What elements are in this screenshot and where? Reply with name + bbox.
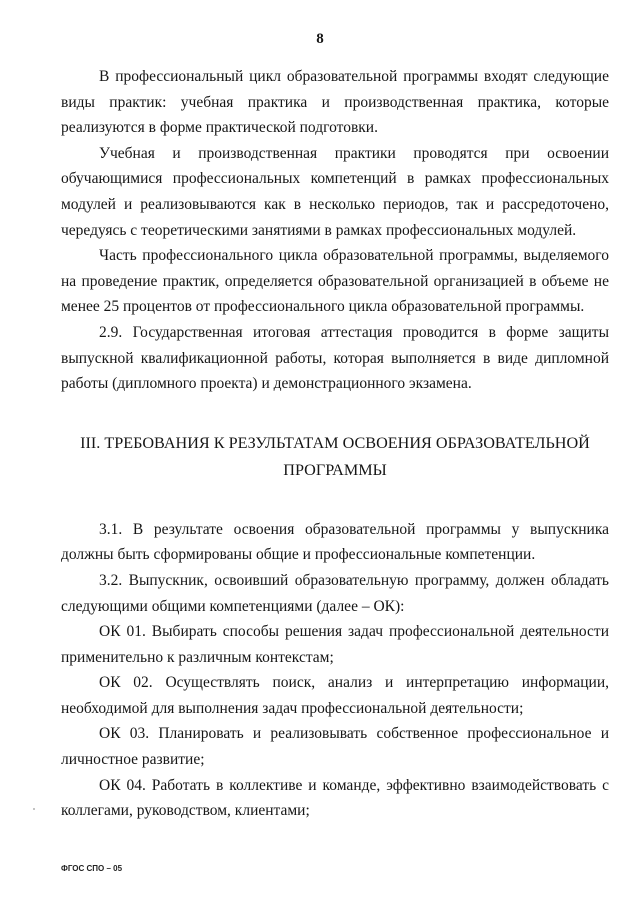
section-heading xyxy=(61,430,609,484)
paragraph-practice-share: Часть профессионального цикла образовательной программы, выделяемого на проведение практик, определяется образовательной организацией в объеме не менее 25 процентов от профессионального цикла образовательной программы. xyxy=(61,247,609,316)
page-footer: ФГОС СПО – 05 xyxy=(61,864,123,873)
paragraph-3-2: 3.2. Выпускник, освоивший образовательную программу, должен обладать следующими общими компетенциями (далее – ОК): xyxy=(61,571,609,615)
scan-speck xyxy=(33,808,35,810)
competence-ok-03: ОК 03. Планировать и реализовывать собственное профессиональное и личностное развитие; xyxy=(61,725,609,769)
document-body xyxy=(61,64,609,824)
section-heading-line-2: ПРОГРАММЫ xyxy=(283,460,387,479)
competence-ok-01: ОК 01. Выбирать способы решения задач профессиональной деятельности применительно к различным контекстам; xyxy=(61,623,609,666)
paragraph-practice-types: В профессиональный цикл образовательной программы входят следующие виды практик: учебная практика и производственная практика, которые реализуются в форме практической подготовки. xyxy=(61,68,609,137)
paragraph-final-attestation: 2.9. Государственная итоговая аттестация проводится в форме защиты выпускной квалификационной работы, которая выполняется в виде дипломной работы (дипломного проекта) и демонстрационного экзамена. xyxy=(61,323,609,393)
competence-ok-02: ОК 02. Осуществлять поиск, анализ и интерпретацию информации, необходимой для выполнения задач профессиональной деятельности; xyxy=(61,674,609,717)
paragraph-3-1: 3.1. В результате освоения образовательной программы у выпускника должны быть сформированы общие и профессиональные компетенции. xyxy=(61,520,609,564)
section-heading-line-1: III. ТРЕБОВАНИЯ К РЕЗУЛЬТАТАМ ОСВОЕНИЯ ОБРАЗОВАТЕЛЬНОЙ xyxy=(80,433,590,452)
page-number: 8 xyxy=(316,31,324,47)
section-body xyxy=(61,517,609,824)
competence-ok-04: ОК 04. Работать в коллективе и команде, эффективно взаимодействовать с коллегами, руководством, клиентами; xyxy=(61,776,609,820)
paragraph-practice-conduct: Учебная и производственная практики проводятся при освоении обучающимися профессиональных компетенций в рамках профессиональных модулей и реализовываются как в несколько периодов, так и рассредоточено, чередуясь с теоретическими занятиями в рамках профессиональных модулей. xyxy=(61,144,609,239)
